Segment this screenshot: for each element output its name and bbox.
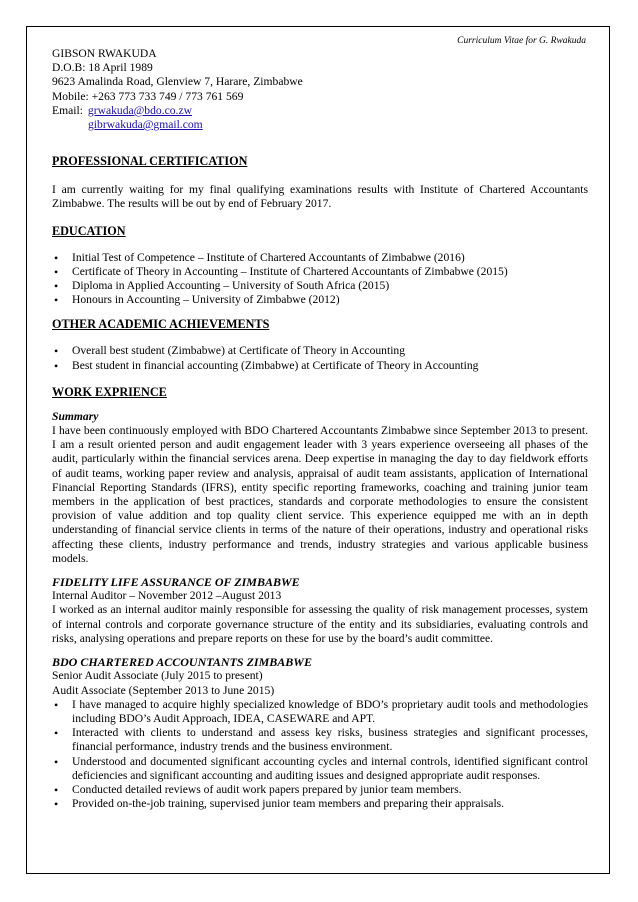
job1-text: I worked as an internal auditor mainly responsible for assessing the quality of risk management processes, system of internal controls and corporate governance structure of the entity and its subsidiaries, evaluating controls and risks, analysing operations and prepare reports on these for use by the board’s audit committee.	[52, 603, 588, 645]
running-header: Curriculum Vitae for G. Rwakuda	[457, 36, 586, 46]
email-label: Email:	[52, 103, 83, 117]
certification-heading: PROFESSIONAL CERTIFICATION	[52, 154, 248, 169]
job1-role: Internal Auditor – November 2012 –August 2013	[52, 589, 282, 603]
candidate-name: GIBSON RWAKUDA	[52, 47, 157, 60]
education-item: • Certificate of Theory in Accounting – Institute of Chartered Accountants of Zimbabwe (2015)	[52, 265, 588, 279]
duty-item: • Interacted with clients to understand and assess key risks, business strategies and significant processes, financial performance, industry trends and the business environment.	[52, 726, 588, 754]
mobile: Mobile: +263 773 733 749 / 773 761 569	[52, 89, 244, 103]
email-secondary-link[interactable]: gibrwakuda@gmail.com	[88, 118, 203, 132]
achievements-list	[52, 344, 588, 372]
education-heading: EDUCATION	[52, 223, 126, 238]
duty-item: • Conducted detailed reviews of audit work papers prepared by junior team members.	[52, 783, 588, 797]
duty-item: • Provided on-the-job training, supervised junior team members and preparing their appraisals.	[52, 797, 588, 811]
certification-text: I am currently waiting for my final qualifying examinations results with Institute of Chartered Accountants Zimbabwe. The results will be out by end of February 2017.	[52, 183, 588, 211]
personal-details	[52, 47, 588, 132]
email-row-secondary	[52, 118, 588, 132]
date-of-birth: D.O.B: 18 April 1989	[52, 61, 153, 75]
achievement-item: • Best student in financial accounting (Zimbabwe) at Certificate of Theory in Accounting	[52, 359, 588, 373]
job2-role-associate: Audit Associate (September 2013 to June 2015)	[52, 683, 275, 697]
job2-duties-list	[52, 698, 588, 812]
achievements-heading: OTHER ACADEMIC ACHIEVEMENTS	[52, 317, 270, 332]
address: 9623 Amalinda Road, Glenview 7, Harare, Zimbabwe	[52, 75, 303, 89]
job2-company: BDO CHARTERED ACCOUNTANTS ZIMBABWE	[52, 655, 312, 670]
work-heading: WORK EXPRIENCE	[52, 384, 167, 399]
summary-title: Summary	[52, 409, 99, 423]
duty-item: • Understood and documented significant accounting cycles and internal controls, identified significant control deficiencies and significant accounting and auditing issues and designed appropriate audit responses.	[52, 755, 588, 783]
achievement-item: • Overall best student (Zimbabwe) at Certificate of Theory in Accounting	[52, 344, 588, 358]
job2-role-senior: Senior Audit Associate (July 2015 to present)	[52, 669, 263, 683]
education-item: • Initial Test of Competence – Institute of Chartered Accountants of Zimbabwe (2016)	[52, 251, 588, 265]
cv-content	[52, 47, 588, 811]
summary-text: I have been continuously employed with BDO Chartered Accountants Zimbabwe since September 2013 to present. I am a result oriented person and audit engagement leader with 3 years experience overseeing all phases of the audit, particularly within the financial services arena. Deep expertise in managing the day to day fieldwork efforts of audit teams, working paper review and analysis, appraisal of audit team assistants, application of International Financial Reporting Standards (IFRS), entity specific reporting frameworks, coaching and training junior team members in the application of best practices, standards and corporate methodologies to ensure the consistent provision of value addition and top quality client service. This experience equipped me with an in depth understanding of financial service clients in terms of the nature of their operations, industry and operational risks affecting these clients, industry performance and trends, industry strategies and various applicable business models.	[52, 424, 588, 565]
email-primary-link[interactable]: grwakuda@bdo.co.zw	[87, 103, 192, 117]
education-item: • Diploma in Applied Accounting – University of South Africa (2015)	[52, 279, 588, 293]
job1-company: FIDELITY LIFE ASSURANCE OF ZIMBABWE	[52, 575, 300, 590]
education-list	[52, 251, 588, 308]
education-item: • Honours in Accounting – University of Zimbabwe (2012)	[52, 293, 588, 307]
email-row	[52, 104, 588, 118]
duty-item: • I have managed to acquire highly specialized knowledge of BDO’s proprietary audit tools and methodologies including BDO’s Audit Approach, IDEA, CASEWARE and APT.	[52, 698, 588, 726]
